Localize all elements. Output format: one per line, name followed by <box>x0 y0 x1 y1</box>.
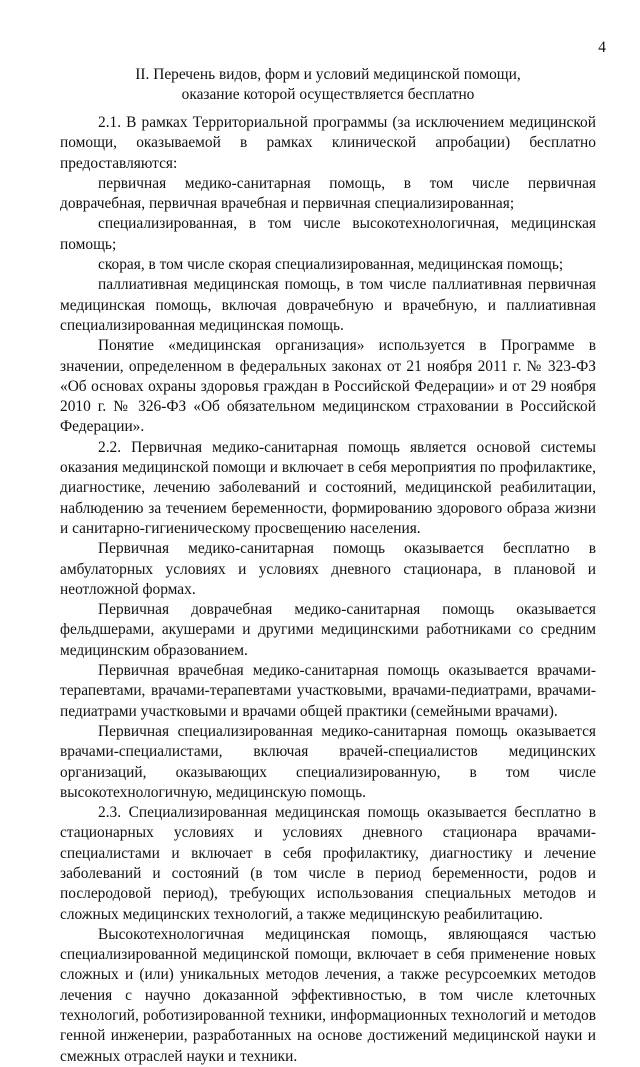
paragraph-primary-care: первичная медико-санитарная помощь, в том числе первичная доврачебная, первичная врачебная и первичная специализированная; <box>60 174 596 213</box>
paragraph-specialist-care: Первичная специализированная медико-санитарная помощь оказывается врачами-специалистами, включая врачей-специалистов медицинских организаций, оказывающих специализированную, в том числе высокотехнологичную, медицинскую помощь. <box>60 722 596 801</box>
section-heading-line-2: оказание которой осуществляется бесплатно <box>181 86 475 103</box>
paragraph-2-2: 2.2. Первичная медико-санитарная помощь является основой системы оказания медицинской помощи и включает в себя мероприятия по профилактике, диагностике, лечению заболеваний и состояний, медицинской реабилитации, наблюдению за течением беременности, формированию здорового образа жизни и санитарно-гигиеническому просвещению населения. <box>60 438 596 537</box>
document-body <box>60 113 596 1067</box>
paragraph-medical-organization: Понятие «медицинская организация» используется в Программе в значении, определенном в федеральных законах от 21 ноября 2011 г. № 323-ФЗ «Об основах охраны здоровья граждан в Российской Федерации» и от 29 ноября 2010 г. № 326-ФЗ «Об обязательном медицинском страховании в Российской Федерации». <box>60 337 596 436</box>
section-heading-line-1: II. Перечень видов, форм и условий медицинской помощи, <box>135 66 521 83</box>
paragraph-emergency-care: скорая, в том числе скорая специализированная, медицинская помощь; <box>98 256 564 274</box>
page-number: 4 <box>598 39 606 56</box>
paragraph-2-1-intro: 2.1. В рамках Территориальной программы (за исключением медицинской помощи, оказываемой в рамках клинической апробации) бесплатно предоставляются: <box>60 114 596 172</box>
paragraph-primary-care-conditions: Первичная медико-санитарная помощь оказывается бесплатно в амбулаторных условиях и условиях дневного стационара, в плановой и неотложной формах. <box>60 540 596 598</box>
paragraph-specialized-care: специализированная, в том числе высокотехнологичная, медицинская помощь; <box>60 215 596 253</box>
paragraph-high-tech-care: Высокотехнологичная медицинская помощь, являющаяся частью специализированной медицинской помощи, включает в себя применение новых сложных и (или) уникальных методов лечения, а также ресурсоемких методов лечения с научно доказанной эффективностью, в том числе клеточных технологий, роботизированной техники, информационных технологий и методов генной инженерии, разработанных на основе достижений медицинской науки и смежных отраслей науки и техники. <box>60 925 596 1065</box>
paragraph-doctor-care: Первичная врачебная медико-санитарная помощь оказывается врачами-терапевтами, врачами-терапевтами участковыми, врачами-педиатрами, врачами-педиатрами участковыми и врачами общей практики (семейными врачами). <box>60 662 596 720</box>
paragraph-pre-doctor-care: Первичная доврачебная медико-санитарная помощь оказывается фельдшерами, акушерами и другими медицинскими работниками со средним медицинским образованием. <box>60 601 596 659</box>
section-heading <box>60 65 596 105</box>
paragraph-2-3: 2.3. Специализированная медицинская помощь оказывается бесплатно в стационарных условиях и условиях дневного стационара врачами-специалистами и включает в себя профилактику, диагностику и лечение заболеваний и состояний (в том числе в период беременности, родов и послеродовой период), требующих использования специальных методов и сложных медицинских технологий, а также медицинскую реабилитацию. <box>60 804 596 923</box>
paragraph-palliative-care: паллиативная медицинская помощь, в том числе паллиативная первичная медицинская помощь, включая доврачебную и врачебную, и паллиативная специализированная медицинская помощь. <box>60 276 596 334</box>
